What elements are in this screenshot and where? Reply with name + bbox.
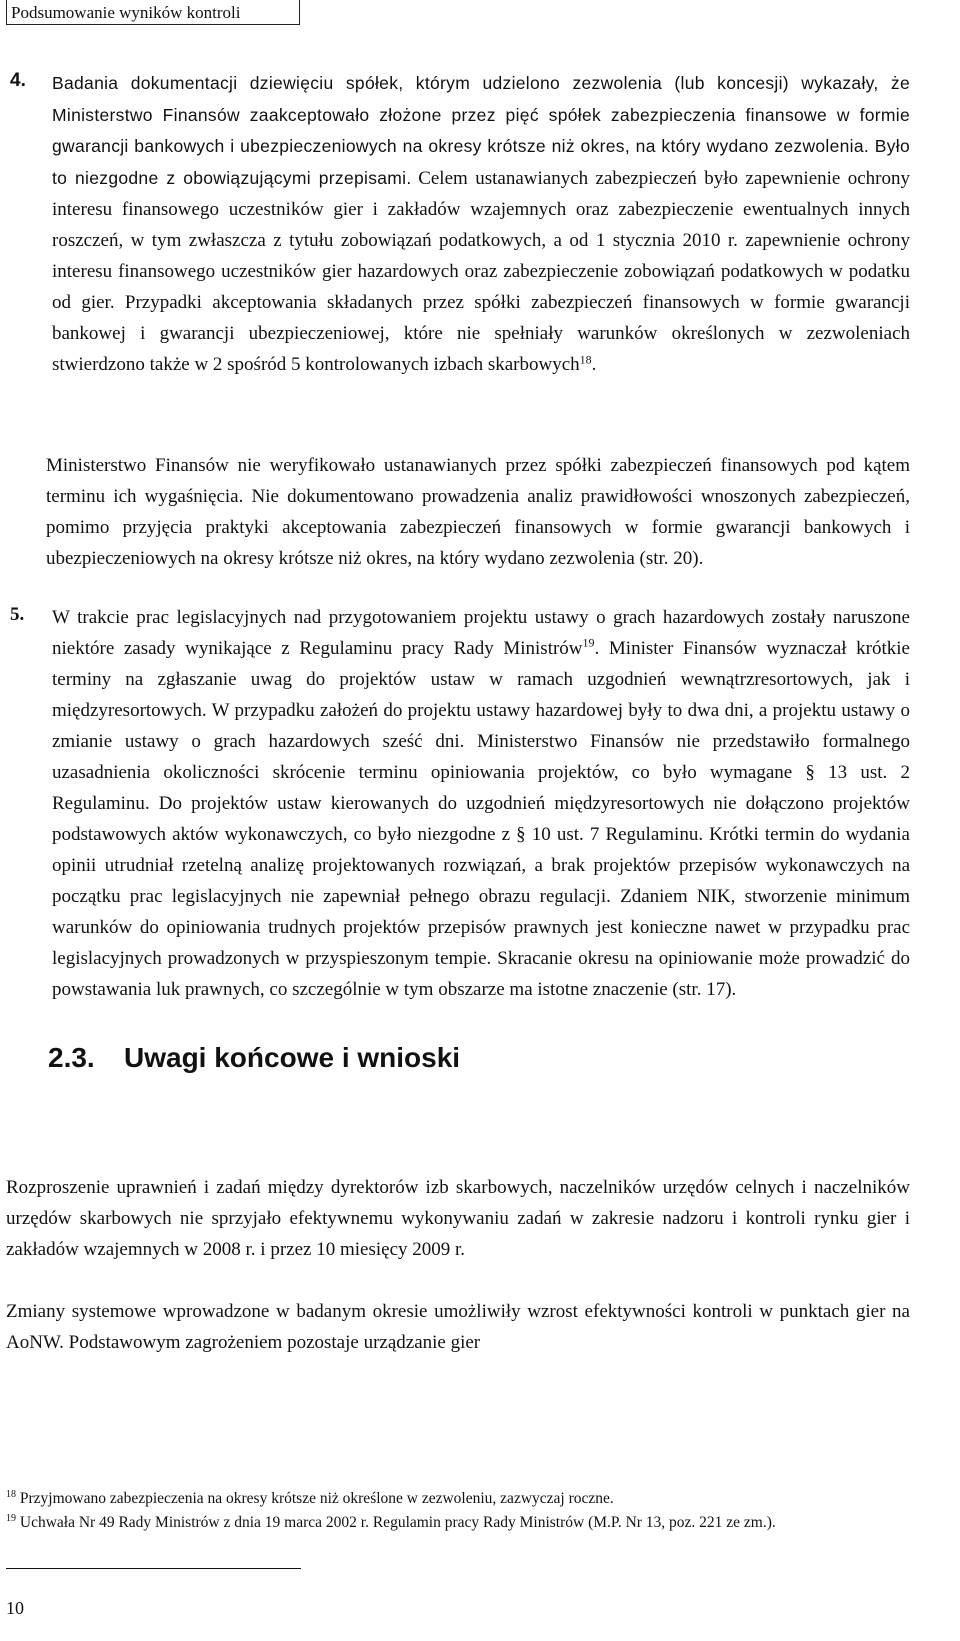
footnote-ref-18: 18 <box>579 352 592 367</box>
item-4-end: . <box>591 354 597 375</box>
page-number: 10 <box>6 1598 24 1618</box>
footnote-separator <box>6 1568 301 1569</box>
running-header-title: Podsumowanie wyników kontroli <box>11 3 241 22</box>
footnote-18-number: 18 <box>6 1488 16 1500</box>
dispersion-paragraph: Rozproszenie uprawnień i zadań między dyrektorów izb skarbowych, naczelników urzędów celnych i naczelników urzędów skarbowych nie sprzyjało efektywnemu wykonywaniu zadań w zakresie nadzoru i kontroli rynku gier i zakładów wzajemnych w 2008 r. i przez 10 miesięcy 2009 r. <box>6 1177 910 1260</box>
item-4-number: 4. <box>10 70 26 91</box>
footnote-18-text: Przyjmowano zabezpieczenia na okresy krótsze niż określone w zezwoleniu, zazwyczaj roczne. <box>19 1490 614 1507</box>
footnote-19-text: Uchwała Nr 49 Rady Ministrów z dnia 19 marca 2002 r. Regulamin pracy Rady Ministrów (M.P. Nr 13, poz. 221 ze zm.). <box>19 1514 776 1531</box>
footnote-19 <box>6 1512 910 1534</box>
ministry-paragraph: Ministerstwo Finansów nie weryfikowało ustanawianych przez spółki zabezpieczeń finansowych pod kątem terminu ich wygaśnięcia. Nie dokumentowano prowadzenia analiz prawidłowości wnoszonych zabezpieczeń, pomimo przyjęcia praktyki akceptowania zabezpieczeń finansowych w formie gwarancji bankowych i ubezpieczeniowych na okresy krótsze niż okres, na który wydano zezwolenia (str. 20). <box>46 455 910 569</box>
item-4-paragraph <box>52 68 910 380</box>
section-title: Uwagi końcowe i wnioski <box>124 1042 461 1073</box>
footnote-19-number: 19 <box>6 1512 16 1524</box>
item-5-paragraph <box>52 602 910 1005</box>
running-header <box>6 0 300 25</box>
item-5-text-part1: W trakcie prac legislacyjnych nad przygotowaniem projektu ustawy o grach hazardowych zostały naruszone niektóre zasady wynikające z Regulaminu pracy Rady Ministrów <box>52 607 910 659</box>
footnote-18 <box>6 1488 910 1510</box>
item-5-text-part2: . Minister Finansów wyznaczał krótkie terminy na zgłaszanie uwag do projektów ustaw w ramach uzgodnień wewnątrzresortowych, jak i międzyresortowych. W przypadku założeń do projektu ustawy hazardowej były to dwa dni, a projektu ustawy o zmianie ustawy o grach hazardowych sześć dni. Ministerstwo Finansów nie przedstawiło formalnego uzasadnienia okoliczności skrócenie terminu opiniowania projektów, co było wymagane § 13 ust. 2 Regulaminu. Do projektów ustaw kierowanych do uzgodnień międzyresortowych nie dołączono projektów podstawowych aktów wykonawczych, co było niezgodne z § 10 ust. 7 Regulaminu. Krótki termin do wydania opinii utrudniał rzetelną analizę projektowanych rozwiązań, a brak projektów przepisów wykonawczych na początku prac legislacyjnych nie zapewniał pełnego obrazu regulacji. Zdaniem NIK, stworzenie minimum warunków do opiniowania trudnych projektów przepisów prawnych jest konieczne nawet w przypadku prac legislacyjnych prowadzonych w przyspieszonym tempie. Skracanie okresu na opiniowanie może prowadzić do powstawania luk prawnych, co szczególnie w tym obszarze ma istotne znaczenie (str. 17). <box>52 638 910 1000</box>
section-number: 2.3. <box>48 1042 95 1073</box>
section-heading <box>48 1042 460 1074</box>
item-5-number: 5. <box>10 604 25 625</box>
item-4-serif-text: Celem ustanawianych zabezpieczeń było zapewnienie ochrony interesu finansowego uczestników gier i zakładów wzajemnych oraz zabezpieczenie ewentualnych innych roszczeń, w tym zwłaszcza z tytułu zobowiązań podatkowych, a od 1 stycznia 2010 r. zapewnienie ochrony interesu finansowego uczestników gier hazardowych oraz zabezpieczenie zobowiązań podatkowych w podatku od gier. Przypadki akceptowania składanych przez spółki zabezpieczeń finansowych w formie gwarancji bankowej i gwarancji ubezpieczeniowej, które nie spełniały warunków określonych w zezwoleniach stwierdzono także w 2 spośród 5 kontrolowanych izbach skarbowych <box>52 167 911 375</box>
item-4-sans-text: Badania dokumentacji dziewięciu spółek, którym udzielono zezwolenia (lub koncesji) wykazały, że Ministerstwo Finansów zaakceptowało złożone przez pięć spółek zabezpieczenia finansowe w formie gwarancji bankowych i ubezpieczeniowych na okresy krótsze niż okres, na który wydano zezwolenia. Było to niezgodne z obowiązującymi przepisami. <box>52 73 910 188</box>
footnote-ref-19: 19 <box>582 635 595 650</box>
changes-paragraph: Zmiany systemowe wprowadzone w badanym okresie umożliwiły wzrost efektywności kontroli w punktach gier na AoNW. Podstawowym zagrożeniem pozostaje urządzanie gier <box>6 1301 910 1353</box>
